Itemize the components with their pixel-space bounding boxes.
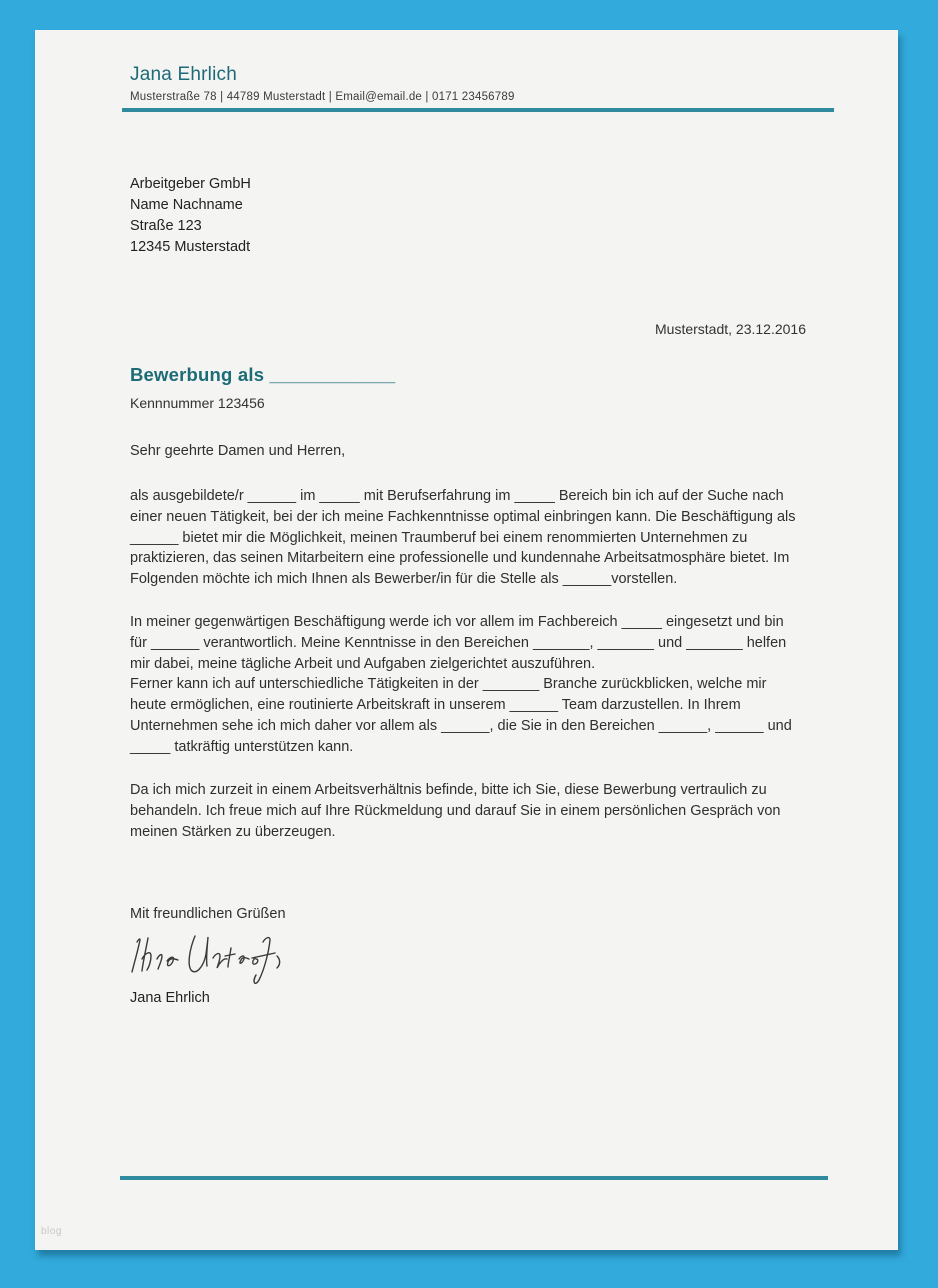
body-paragraph-2 <box>130 612 802 758</box>
body-paragraph-2-part-b: Ferner kann ich auf unterschiedliche Tätigkeiten in der _______ Branche zurückblicken, welche mir heute ermöglichen, eine routinierte Arbeitskraft in unserem ______ Team darzustellen. In Ihrem Unternehmen sehe ich mich daher vor allem als ______, die Sie in den Bereichen ______, ______ und _____ tatkräftig unterstützen kann. <box>130 676 792 755</box>
recipient-street: Straße 123 <box>130 218 202 234</box>
reference-number: Kennnummer 123456 <box>130 395 265 411</box>
salutation: Sehr geehrte Damen und Herren, <box>130 443 346 459</box>
body-paragraph-2-part-a: In meiner gegenwärtigen Beschäftigung werde ich vor allem im Fachbereich _____ eingesetzt und bin für ______ verantwortlich. Meine Kenntnisse in den Bereichen _______, _______ und _______ helfen mir dabei, meine tägliche Arbeit und Aufgaben zielgerichtet auszuführen. <box>130 614 787 672</box>
footer-divider-rule <box>120 1176 828 1180</box>
place-and-date: Musterstadt, 23.12.2016 <box>655 321 806 337</box>
sender-name: Jana Ehrlich <box>130 64 237 85</box>
signature-image <box>127 928 297 994</box>
watermark-text: blog <box>41 1226 62 1237</box>
sender-contact-line: Musterstraße 78 | 44789 Musterstadt | Email@email.de | 0171 23456789 <box>130 91 515 103</box>
recipient-contact-person: Name Nachname <box>130 197 243 213</box>
recipient-city: 12345 Musterstadt <box>130 239 251 255</box>
letter-page <box>35 30 898 1250</box>
signature-printed-name: Jana Ehrlich <box>130 990 210 1006</box>
recipient-address-block <box>130 174 251 258</box>
subject-line: Bewerbung als ____________ <box>130 364 396 385</box>
body-paragraph-3: Da ich mich zurzeit in einem Arbeitsverhältnis befinde, bitte ich Sie, diese Bewerbung vertraulich zu behandeln. Ich freue mich auf Ihre Rückmeldung und darauf Sie in einem persönlichen Gespräch von meinen Stärken zu überzeugen. <box>130 782 781 840</box>
recipient-company: Arbeitgeber GmbH <box>130 176 251 192</box>
closing-formula: Mit freundlichen Grüßen <box>130 906 286 922</box>
header-divider-rule <box>122 108 834 112</box>
body-paragraph-1: als ausgebildete/r ______ im _____ mit Berufserfahrung im _____ Bereich bin ich auf der Suche nach einer neuen Tätigkeit, bei der ich meine Fachkenntnisse optimal einbringen kann. Die Beschäftigung als ______ bietet mir die Möglichkeit, meinen Traumberuf bei einem renommierten Unternehmen zu praktizieren, das seinen Mitarbeitern eine professionelle und kundennahe Arbeitsatmosphäre bietet. Im Folgenden möchte ich mich Ihnen als Bewerber/in für die Stelle als ______vorstellen. <box>130 488 796 588</box>
